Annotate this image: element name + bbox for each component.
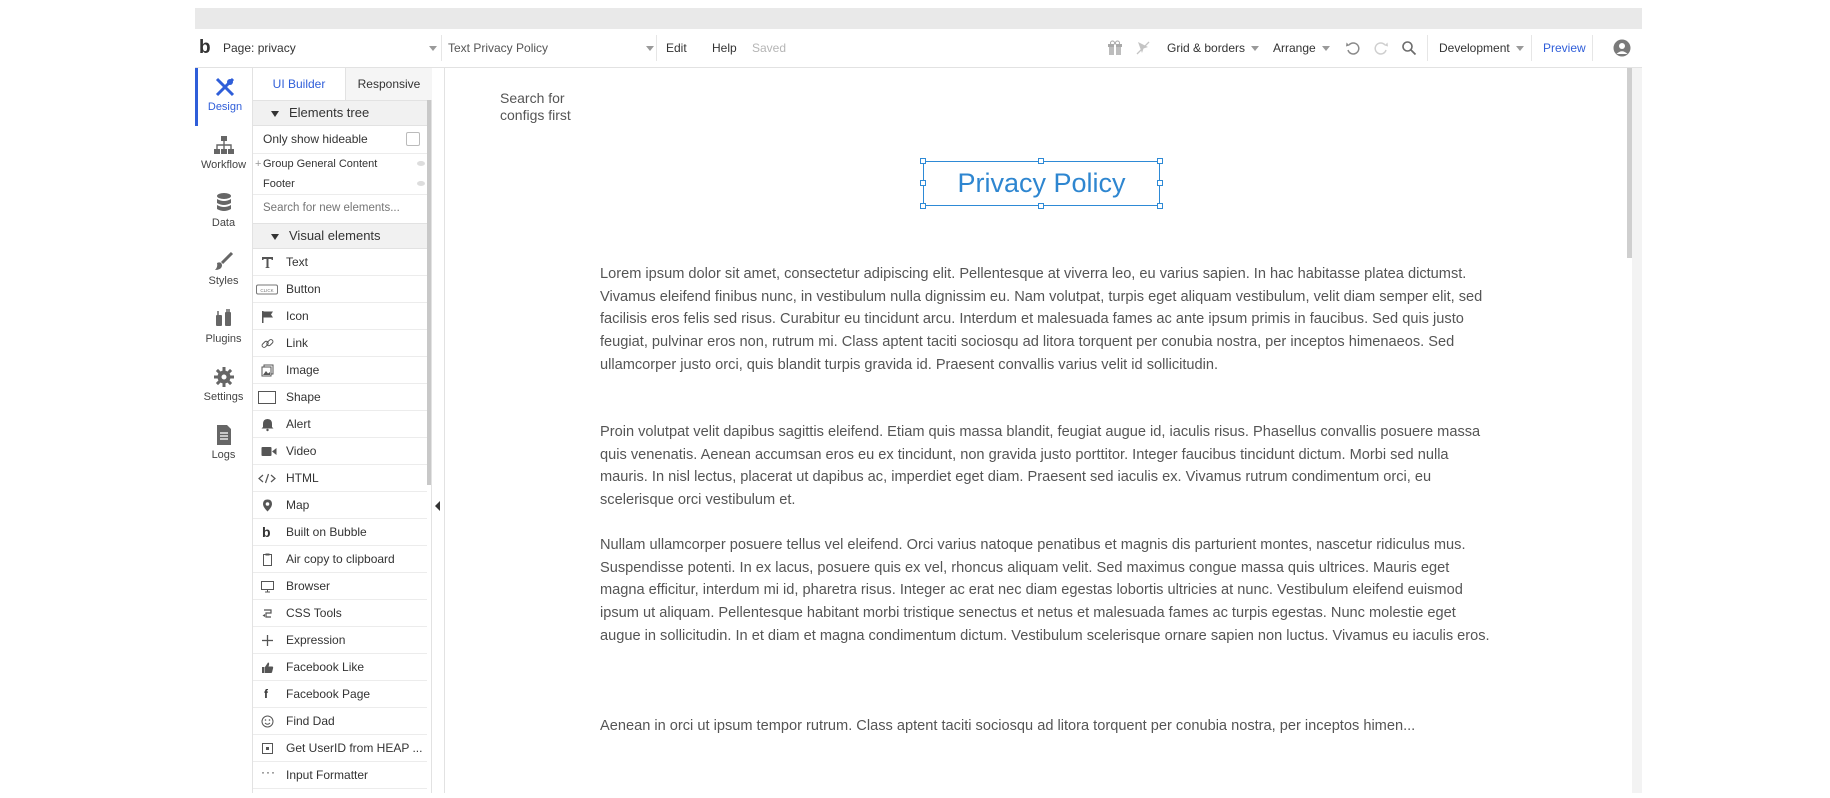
policy-paragraph[interactable]: Proin volutpat velit dapibus sagittis eleifend. Etiam quis massa blandit, feugiat augue id, iaculis risus. Phasellus convallis posuere massa quis venenatis. Aenean accumsan eros eu ex tincidunt, non gravida justo porttitor. Integer faucibus tincidunt dictum. Morbi sed nulla mauris. In nisl lectus, placerat ut dapibus ac, imperdiet eget diam. Praesent sed iaculis ex. Vivamus rutrum condimentum orci, eu scelerisque orci vestibulum et. bbox=[600, 424, 1481, 509]
element-item[interactable] bbox=[253, 357, 427, 384]
account-icon[interactable] bbox=[1613, 39, 1631, 57]
resize-handle[interactable] bbox=[920, 203, 926, 209]
resize-handle[interactable] bbox=[1038, 203, 1044, 209]
id-icon bbox=[261, 742, 274, 755]
environment-selector[interactable] bbox=[1439, 29, 1524, 67]
clipboard-icon bbox=[261, 553, 274, 566]
resize-handle[interactable] bbox=[1157, 180, 1163, 186]
element-item[interactable] bbox=[253, 438, 427, 465]
element-item-label: Browser bbox=[286, 579, 331, 593]
saved-status: Saved bbox=[752, 41, 787, 55]
only-show-hideable-label: Only show hideable bbox=[263, 132, 368, 146]
chevron-down-icon bbox=[646, 46, 654, 51]
nav-plugins[interactable] bbox=[195, 300, 252, 358]
canvas-scrollbar[interactable] bbox=[1627, 68, 1632, 258]
policy-paragraph[interactable]: Nullam ullamcorper posuere tellus vel eleifend. Orci varius natoque penatibus et magnis dis parturient montes, nascetur ridiculus mus. Suspendisse potenti. In ex lacus, posuere quis ex vel, rhoncus aliquam velit. Sed maximus congue massa quis ultrices. Mauris eget magna efficitur, interdum mi id, pharetra risus. Integer ac erat nec diam egestas lobortis ultricies at nunc. Vestibulum eleifend euismod ipsum ut aliquam. Pellentesque habitant morbi tristique senectus et netus et malesuada fames ac turpis egestas. Nunc molestie eget augue in sollicitudin. In et diam et magna condimentum dictum. Vestibulum scelerisque ornare sapien non luctus. Vivamus eu iaculis eros. bbox=[600, 537, 1490, 644]
element-item[interactable] bbox=[253, 573, 427, 600]
element-item-label: Built on Bubble bbox=[286, 525, 367, 539]
tab-ui-builder[interactable]: UI Builder bbox=[253, 68, 345, 100]
nav-label: Design bbox=[207, 101, 243, 113]
map-pin-icon bbox=[261, 499, 274, 512]
page-canvas[interactable] bbox=[445, 68, 1632, 793]
nav-data[interactable] bbox=[195, 184, 252, 242]
video-icon bbox=[261, 445, 277, 458]
image-icon bbox=[261, 364, 274, 377]
policy-paragraph[interactable]: Aenean in orci ut ipsum tempor rutrum. Class aptent taciti sociosqu ad litora torquent per conubia nostra, per inceptos himen... bbox=[600, 718, 1416, 734]
monitor-icon bbox=[261, 580, 274, 593]
element-item[interactable] bbox=[253, 654, 427, 681]
gift-icon[interactable] bbox=[1107, 40, 1123, 56]
bell-icon bbox=[261, 418, 274, 431]
nav-logs[interactable] bbox=[195, 416, 252, 474]
element-item-label: Icon bbox=[286, 309, 309, 323]
grid-borders-menu[interactable] bbox=[1167, 29, 1259, 67]
chevron-down-icon bbox=[429, 46, 437, 51]
nav-label: Data bbox=[211, 217, 236, 229]
visual-elements-label: Visual elements bbox=[289, 228, 381, 243]
element-item[interactable] bbox=[253, 546, 427, 573]
editor-window bbox=[195, 8, 1642, 793]
panel-scrollbar[interactable] bbox=[427, 100, 431, 485]
tab-responsive[interactable]: Responsive bbox=[345, 68, 432, 100]
plus-icon bbox=[261, 634, 274, 647]
nav-label: Settings bbox=[203, 391, 244, 403]
element-item-label: Facebook Like bbox=[286, 660, 365, 674]
undo-icon[interactable] bbox=[1345, 40, 1361, 56]
button-icon bbox=[256, 283, 278, 296]
ellipsis-icon: ··· bbox=[261, 765, 276, 779]
element-item-label: Map bbox=[286, 498, 310, 512]
svg-text:CLICK: CLICK bbox=[260, 287, 274, 293]
element-item-label: Get UserID from HEAP ... bbox=[286, 741, 423, 755]
element-item[interactable] bbox=[253, 276, 427, 303]
left-navigation bbox=[195, 68, 253, 793]
element-item-label: Facebook Page bbox=[286, 687, 371, 701]
nav-label: Workflow bbox=[200, 159, 247, 171]
help-menu[interactable]: Help bbox=[712, 41, 737, 55]
element-item-label: Video bbox=[286, 444, 317, 458]
edit-menu[interactable]: Edit bbox=[666, 41, 687, 55]
preview-link[interactable]: Preview bbox=[1543, 41, 1586, 55]
brush-icon bbox=[213, 250, 235, 272]
bubble-logo-icon: b bbox=[262, 524, 271, 540]
element-item-label: CSS Tools bbox=[286, 606, 342, 620]
css-icon bbox=[261, 607, 274, 620]
search-icon[interactable] bbox=[1401, 40, 1417, 56]
eye-icon[interactable] bbox=[417, 181, 425, 186]
element-item-label: Link bbox=[286, 336, 309, 350]
expand-plus-icon[interactable]: + bbox=[255, 158, 262, 170]
link-icon bbox=[261, 337, 274, 350]
element-item-label: Find Dad bbox=[286, 714, 335, 728]
canvas-area bbox=[432, 68, 1642, 793]
shape-icon bbox=[258, 391, 276, 404]
element-item[interactable] bbox=[253, 627, 427, 654]
policy-paragraph[interactable]: Lorem ipsum dolor sit amet, consectetur adipiscing elit. Pellentesque at viverra leo, eu varius sapien. In hac habitasse platea dictumst. Vivamus eleifend finibus nunc, in vestibulum nulla dignissim eu. Nam volutpat, turpis eget aliquam vestibulum, velit diam semper elit, sed facilisis eros felis sed risus. Curabitur eu tincidunt arcu. Interdum et malesuada fames ac ante ipsum primis in faucibus. Sed quis justo feugiat, pulvinar eros non, rutrum mi. Class aptent taciti sociosqu ad litora torquent per conubia nostra, per inceptos himenaeos. Sed ullamcorper justo orci, quis blandit turpis gravida id. Praesent convallis varius velit id sollicitudin. bbox=[600, 266, 1483, 373]
design-icon bbox=[214, 76, 236, 98]
element-item[interactable] bbox=[253, 303, 427, 330]
element-selector-label: Text Privacy Policy bbox=[448, 41, 549, 55]
redo-icon[interactable] bbox=[1373, 40, 1389, 56]
workflow-icon bbox=[213, 134, 235, 156]
nav-label: Styles bbox=[208, 275, 239, 287]
facebook-icon: f bbox=[264, 687, 268, 701]
element-item[interactable] bbox=[253, 681, 427, 708]
panel-collapse-toggle[interactable] bbox=[432, 68, 445, 793]
element-item-label: Expression bbox=[286, 633, 346, 647]
element-item[interactable] bbox=[253, 762, 427, 789]
only-show-hideable-checkbox[interactable] bbox=[406, 132, 420, 146]
collapse-triangle-icon bbox=[271, 234, 279, 240]
element-item[interactable] bbox=[253, 600, 427, 627]
tree-item-label: Footer bbox=[263, 178, 295, 190]
nav-label: Logs bbox=[211, 449, 236, 461]
privacy-policy-title[interactable]: Privacy Policy bbox=[923, 161, 1160, 206]
resize-handle[interactable] bbox=[920, 180, 926, 186]
arrange-label: Arrange bbox=[1273, 41, 1316, 55]
arrange-menu[interactable] bbox=[1273, 29, 1330, 67]
element-item[interactable] bbox=[253, 492, 427, 519]
text-icon bbox=[261, 256, 274, 269]
resize-handle[interactable] bbox=[1157, 158, 1163, 164]
nav-workflow[interactable] bbox=[195, 126, 252, 184]
visual-elements-header[interactable] bbox=[253, 223, 427, 249]
resize-handle[interactable] bbox=[1157, 203, 1163, 209]
element-item-label: Air copy to clipboard bbox=[286, 552, 395, 566]
page-selector-label: Page: privacy bbox=[223, 41, 296, 55]
nav-styles[interactable] bbox=[195, 242, 252, 300]
element-selector[interactable] bbox=[448, 29, 653, 67]
gear-icon bbox=[213, 366, 235, 388]
grid-borders-label: Grid & borders bbox=[1167, 41, 1246, 55]
elements-tree-header[interactable] bbox=[253, 100, 427, 126]
element-item-label: Text bbox=[286, 255, 309, 269]
elements-tree-label: Elements tree bbox=[289, 105, 370, 120]
element-item[interactable] bbox=[253, 735, 427, 762]
element-item-label: Alert bbox=[286, 417, 311, 431]
collapse-triangle-icon bbox=[271, 111, 279, 117]
element-item[interactable] bbox=[253, 519, 427, 546]
element-item-label: Input Formatter bbox=[286, 768, 369, 782]
nav-settings[interactable] bbox=[195, 358, 252, 416]
collapse-arrow-icon bbox=[435, 501, 440, 511]
tree-item-label: Group General Content bbox=[263, 158, 378, 170]
document-icon bbox=[213, 424, 235, 446]
chevron-down-icon bbox=[1516, 46, 1524, 51]
element-item[interactable] bbox=[253, 249, 427, 276]
panel-tabs bbox=[253, 68, 431, 101]
smiley-icon bbox=[261, 715, 274, 728]
element-item[interactable] bbox=[253, 384, 427, 411]
element-item[interactable] bbox=[253, 465, 427, 492]
resize-handle[interactable] bbox=[1038, 158, 1044, 164]
bubble-logo-icon[interactable]: b bbox=[199, 37, 211, 58]
resize-handle[interactable] bbox=[920, 158, 926, 164]
tree-item[interactable] bbox=[253, 154, 427, 174]
environment-label: Development bbox=[1439, 41, 1510, 55]
cursor-icon[interactable] bbox=[1135, 40, 1151, 56]
element-item[interactable] bbox=[253, 330, 427, 357]
element-item[interactable] bbox=[253, 708, 427, 735]
thumbs-up-icon bbox=[261, 661, 274, 674]
tree-item[interactable] bbox=[253, 174, 427, 195]
element-item-label: HTML bbox=[286, 471, 319, 485]
eye-icon[interactable] bbox=[417, 161, 425, 166]
chevron-down-icon bbox=[1322, 46, 1330, 51]
code-icon bbox=[258, 472, 276, 485]
element-item-label: Shape bbox=[286, 390, 321, 404]
top-toolbar bbox=[195, 29, 1642, 68]
nav-design[interactable] bbox=[195, 68, 252, 126]
chevron-down-icon bbox=[1251, 46, 1259, 51]
element-item-label: Image bbox=[286, 363, 320, 377]
nav-label: Plugins bbox=[205, 333, 242, 345]
plug-icon bbox=[213, 308, 235, 330]
only-show-hideable-row bbox=[253, 126, 427, 154]
search-configs-text[interactable]: Search for configs first bbox=[500, 90, 571, 123]
elements-panel bbox=[253, 68, 432, 793]
element-search-input[interactable] bbox=[259, 198, 427, 218]
flag-icon bbox=[261, 310, 274, 323]
database-icon bbox=[213, 192, 235, 214]
element-item-label: Button bbox=[286, 282, 321, 296]
page-selector[interactable] bbox=[223, 29, 433, 67]
element-item[interactable] bbox=[253, 411, 427, 438]
